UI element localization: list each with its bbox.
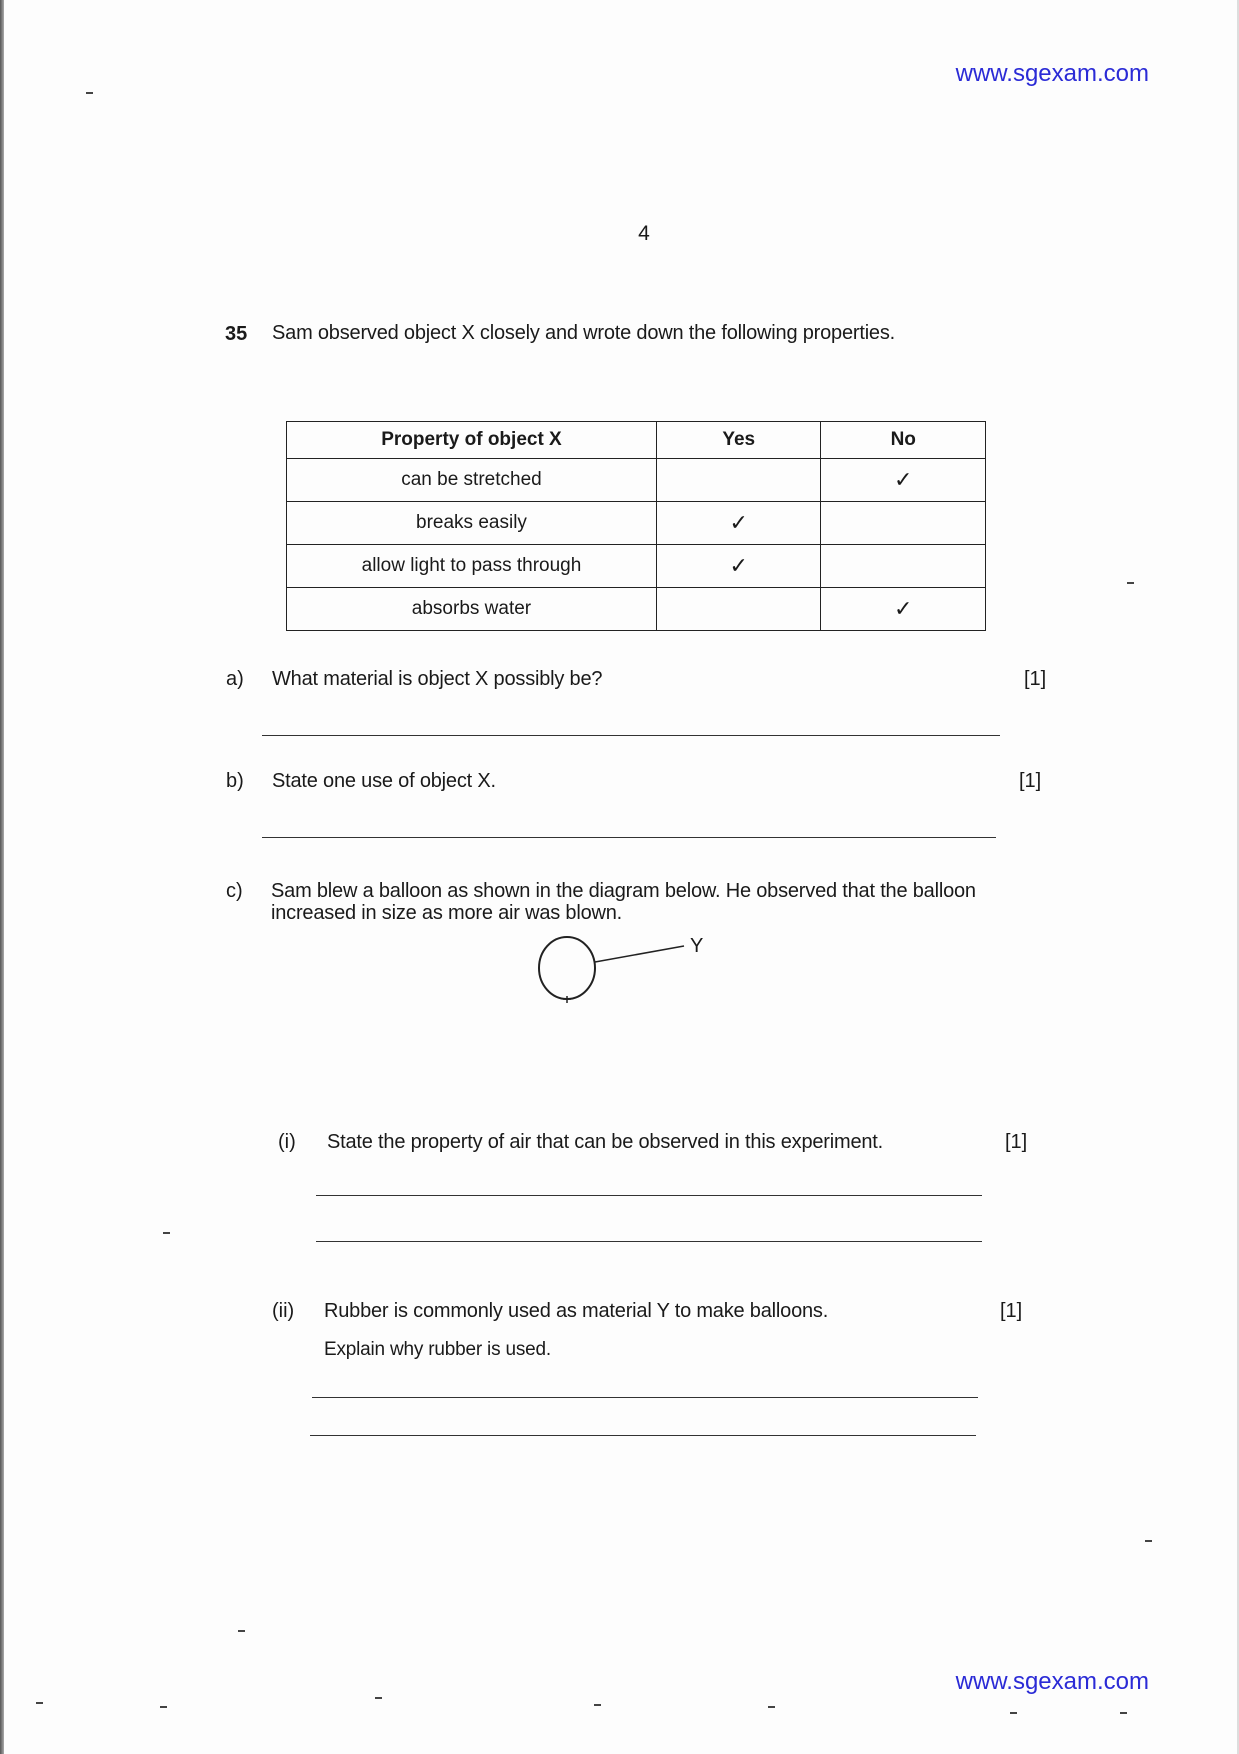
diagram-label-y: Y [690, 935, 704, 957]
scan-speck [1010, 1712, 1017, 1714]
part-b-marks: [1] [1019, 770, 1042, 792]
sub-i-text: State the property of air that can be observed in this experiment. [327, 1131, 884, 1153]
sub-i-label: (i) [278, 1131, 296, 1153]
header-no: No [821, 422, 986, 459]
sub-ii-text: Rubber is commonly used as material Y to make balloons. [324, 1300, 829, 1322]
scan-speck [36, 1702, 43, 1704]
question-number: 35 [225, 323, 248, 345]
table-row [287, 502, 986, 545]
no-cell: ✓ [821, 588, 986, 631]
scan-speck [1120, 1712, 1127, 1714]
balloon-knot [563, 996, 571, 1003]
sub-i-marks: [1] [1005, 1131, 1028, 1153]
label-leader-line [595, 946, 684, 962]
property-cell: can be stretched [287, 459, 657, 502]
part-b-text: State one use of object X. [272, 770, 496, 792]
part-a-answer-line[interactable] [262, 735, 1000, 736]
header-property: Property of object X [287, 422, 657, 459]
scan-speck [1145, 1540, 1152, 1542]
table-header-row [287, 422, 986, 459]
sub-i-answer-line-2[interactable] [316, 1241, 982, 1242]
balloon-outline [539, 937, 595, 999]
sub-ii-answer-line-1[interactable] [312, 1397, 978, 1398]
yes-cell: ✓ [656, 502, 821, 545]
part-c-text-line2: increased in size as more air was blown. [271, 902, 623, 924]
scan-speck [86, 92, 93, 94]
header-yes: Yes [656, 422, 821, 459]
sub-i-answer-line-1[interactable] [316, 1195, 982, 1196]
sub-ii-text2: Explain why rubber is used. [324, 1339, 551, 1360]
part-a-marks: [1] [1024, 668, 1047, 690]
part-c-text-line1: Sam blew a balloon as shown in the diagram below. He observed that the balloon [271, 880, 976, 902]
yes-cell [656, 459, 821, 502]
scan-speck [594, 1704, 601, 1706]
part-b-answer-line[interactable] [262, 837, 996, 838]
no-cell: ✓ [821, 459, 986, 502]
part-b-label: b) [226, 770, 244, 792]
table-row [287, 545, 986, 588]
part-a-label: a) [226, 668, 244, 690]
question-stem: Sam observed object X closely and wrote down the following properties. [272, 322, 896, 344]
table-row [287, 588, 986, 631]
header-watermark: www.sgexam.com [955, 60, 1149, 87]
sub-ii-label: (ii) [272, 1300, 295, 1322]
no-cell [821, 545, 986, 588]
scan-speck [238, 1630, 245, 1632]
no-cell [821, 502, 986, 545]
page-number: 4 [638, 222, 650, 245]
part-a-text: What material is object X possibly be? [272, 668, 603, 690]
scan-speck [375, 1697, 382, 1699]
table-row [287, 459, 986, 502]
footer-watermark: www.sgexam.com [955, 1668, 1149, 1695]
scan-speck [768, 1706, 775, 1708]
property-cell: absorbs water [287, 588, 657, 631]
scan-speck [163, 1232, 170, 1234]
property-cell: breaks easily [287, 502, 657, 545]
sub-ii-answer-line-2[interactable] [310, 1435, 976, 1436]
properties-table [286, 421, 986, 631]
scan-edge [0, 0, 4, 1754]
sub-ii-marks: [1] [1000, 1300, 1023, 1322]
scan-speck [160, 1706, 167, 1708]
scan-speck [1127, 582, 1134, 584]
yes-cell: ✓ [656, 545, 821, 588]
part-c-label: c) [226, 880, 243, 902]
yes-cell [656, 588, 821, 631]
property-cell: allow light to pass through [287, 545, 657, 588]
